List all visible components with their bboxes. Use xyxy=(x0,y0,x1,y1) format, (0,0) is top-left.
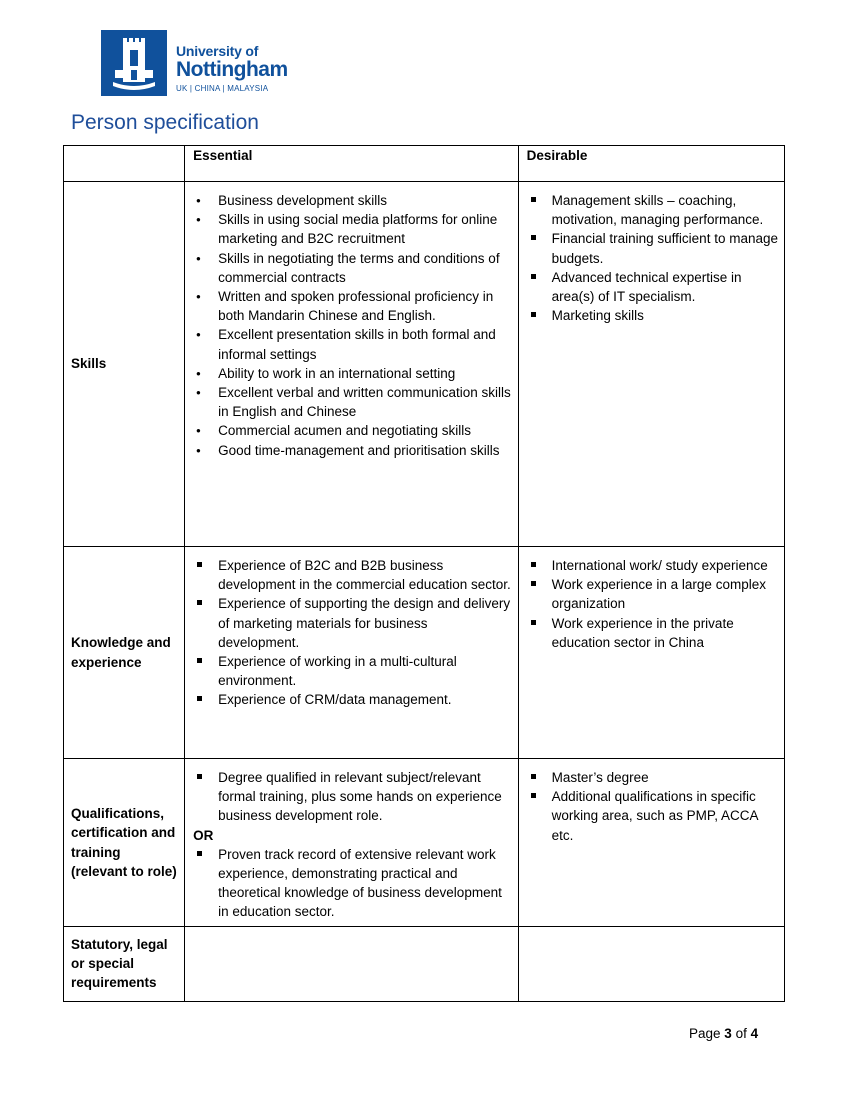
university-logo xyxy=(101,30,288,96)
list-item: Work experience in the private education sector in China xyxy=(519,614,784,652)
list-item: • Commercial acumen and negotiating skills xyxy=(185,421,517,440)
list-item: Management skills – coaching, motivation, managing performance. xyxy=(519,191,784,229)
page-title: Person specification xyxy=(71,111,259,134)
list-item: • Excellent presentation skills in both formal and informal settings xyxy=(185,325,517,363)
list-item: International work/ study experience xyxy=(519,556,784,575)
table-row-statutory xyxy=(64,927,785,1002)
list-item: Experience of CRM/data management. xyxy=(185,690,517,709)
person-specification-table xyxy=(63,145,785,1002)
list-item: • Skills in negotiating the terms and conditions of commercial contracts xyxy=(185,249,517,287)
row-label-skills: Skills xyxy=(64,182,185,547)
header-cell-desirable: Desirable xyxy=(518,146,784,182)
castle-crest-icon xyxy=(101,30,167,96)
list-item: • Excellent verbal and written communication skills in English and Chinese xyxy=(185,383,517,421)
list-item: Experience of working in a multi-cultural environment. xyxy=(185,652,517,690)
list-item: Degree qualified in relevant subject/relevant formal training, plus some hands on experience business development role. xyxy=(185,768,517,826)
skills-desirable-cell xyxy=(518,182,784,547)
qualifications-essential-cell xyxy=(185,759,518,927)
knowledge-desirable-cell xyxy=(518,547,784,759)
logo-line-nottingham: Nottingham xyxy=(176,58,288,81)
row-label-statutory: Statutory, legal or special requirements xyxy=(64,927,185,1002)
list-item: Work experience in a large complex organization xyxy=(519,575,784,613)
statutory-essential-cell xyxy=(185,927,518,1002)
list-item: Experience of B2C and B2B business development in the commercial education sector. xyxy=(185,556,517,594)
list-item: Proven track record of extensive relevant work experience, demonstrating practical and theoretical knowledge of business development in education sector. xyxy=(185,845,517,922)
list-item: • Business development skills xyxy=(185,191,517,210)
list-item: Additional qualifications in specific working area, such as PMP, ACCA etc. xyxy=(519,787,784,845)
list-item: Experience of supporting the design and delivery of marketing materials for business development. xyxy=(185,594,517,652)
table-row-knowledge xyxy=(64,547,785,759)
logo-line-campuses: UK | CHINA | MALAYSIA xyxy=(176,84,269,93)
skills-essential-cell xyxy=(185,182,518,547)
page-number: Page 3 of 4 xyxy=(689,1026,759,1041)
row-label-qualifications: Qualifications, certification and training (relevant to role) xyxy=(64,759,185,927)
or-separator: OR xyxy=(193,827,214,843)
list-item: • Good time-management and prioritisation skills xyxy=(185,441,517,460)
list-item: Financial training sufficient to manage budgets. xyxy=(519,229,784,267)
list-item: Advanced technical expertise in area(s) of IT specialism. xyxy=(519,268,784,306)
logo-line-university-of: University of xyxy=(176,43,259,59)
list-item: • Written and spoken professional proficiency in both Mandarin Chinese and English. xyxy=(185,287,517,325)
knowledge-essential-cell xyxy=(185,547,518,759)
list-item: Marketing skills xyxy=(519,306,784,325)
list-item: • Skills in using social media platforms for online marketing and B2C recruitment xyxy=(185,210,517,248)
qualifications-desirable-cell xyxy=(518,759,784,927)
header-cell-empty xyxy=(64,146,185,182)
row-label-knowledge: Knowledge and experience xyxy=(64,547,185,759)
list-item: Master’s degree xyxy=(519,768,784,787)
header-cell-essential: Essential xyxy=(185,146,518,182)
table-header-row xyxy=(64,146,785,182)
table-row-qualifications xyxy=(64,759,785,927)
table-row-skills xyxy=(64,182,785,547)
statutory-desirable-cell xyxy=(518,927,784,1002)
list-item: • Ability to work in an international setting xyxy=(185,364,517,383)
